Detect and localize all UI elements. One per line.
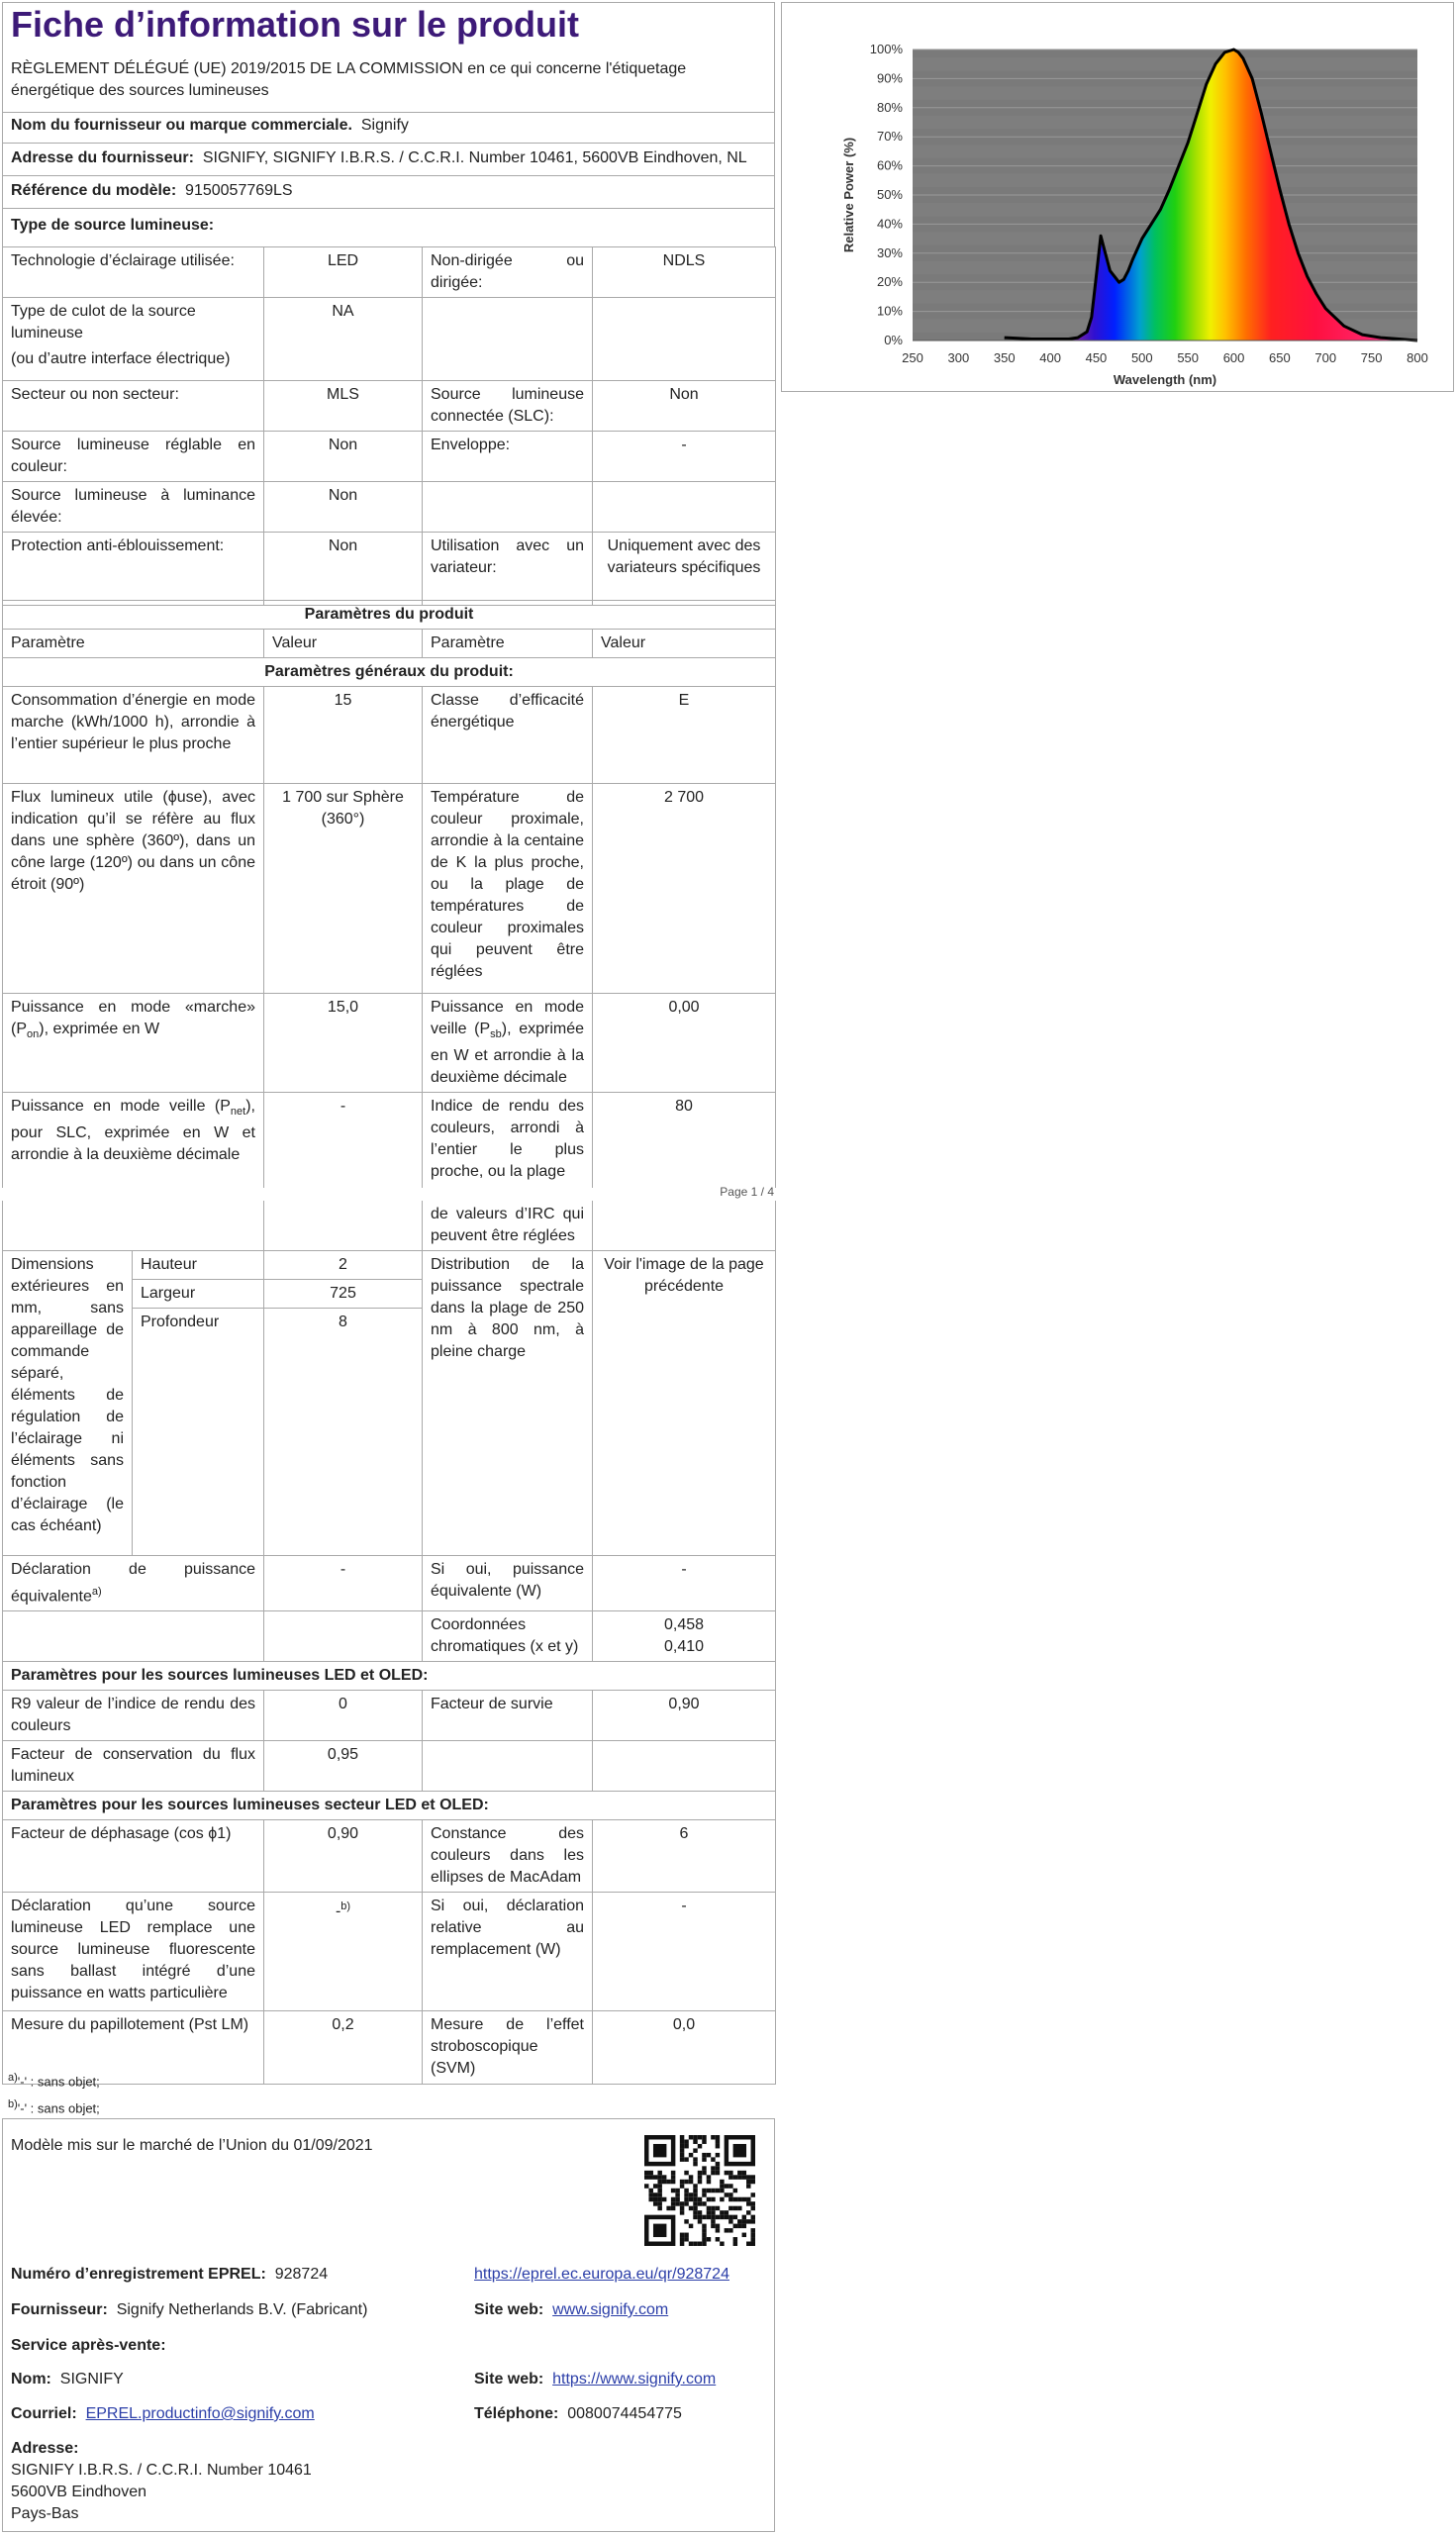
spd-label: Distribution de la puissance spectrale dans la plage de 250 nm à 800 nm, à pleine charge <box>423 1251 593 1556</box>
cap-label <box>3 298 264 381</box>
chromaticity-x: 0,458 <box>663 1616 705 1634</box>
height-label: Hauteur <box>133 1251 264 1280</box>
equiv-power-label: Déclaration de puissance équivalente$^{a)}$ <box>3 1556 264 1611</box>
service-name-value: SIGNIFY <box>59 2371 124 2388</box>
colour-tunable-label: Source lumineuse réglable en couleur: <box>3 432 264 482</box>
x-tick-label: 250 <box>902 350 923 365</box>
mains-label: Secteur ou non secteur: <box>3 381 264 432</box>
cri-value: 80 <box>593 1093 776 1188</box>
empty-cell <box>593 1741 776 1792</box>
supplier-name-row <box>2 112 775 144</box>
x-tick-label: 300 <box>947 350 970 365</box>
address-line: 5600VB Eindhoven <box>11 2484 146 2500</box>
replacement-value: -$^{b)}$ <box>264 1893 423 2011</box>
cap-label-line1: Type de culot de la source lumineuse <box>11 303 196 341</box>
eprel-link-row <box>474 2264 729 2286</box>
cri-label-continued: de valeurs d’IRC qui peuvent être réglées <box>423 1201 593 1251</box>
phone-value: 0080074454775 <box>567 2405 682 2422</box>
address-label: Adresse: <box>11 2440 79 2457</box>
lumen-maintenance-label: Facteur de conservation du flux lumineux <box>3 1741 264 1792</box>
tech-value: LED <box>264 247 423 298</box>
chromaticity-value <box>593 1611 776 1662</box>
pnet-label: Puissance en mode veille $(P_{net})$, pour SLC, exprimée en W et arrondie à la deuxième décimale <box>3 1093 264 1188</box>
model-row <box>2 175 775 209</box>
replacement-watt-label: Si oui, déclaration relative au remplacement (W) <box>423 1893 593 2011</box>
power-factor-label: Facteur de déphasage (cos ϕ1) <box>3 1820 264 1893</box>
y-tick-label: 100% <box>869 42 903 56</box>
flux-value: 1 700 sur Sphère (360°) <box>264 784 423 994</box>
aftersales-heading: Service après-vente: <box>11 2337 166 2354</box>
col-header-value: Valeur <box>264 630 423 658</box>
cri-label: Indice de rendu des couleurs, arrondi à l’entier le plus proche, ou la plage <box>423 1093 593 1188</box>
phone-row <box>474 2403 682 2425</box>
envelope-value: - <box>593 432 776 482</box>
height-value: 2 <box>264 1251 423 1280</box>
col-header-value: Valeur <box>593 630 776 658</box>
supplier-address-label: Adresse du fournisseur: <box>11 149 194 166</box>
stroboscopic-value: 0,0 <box>593 2011 776 2085</box>
empty-cell <box>423 298 593 381</box>
eprel-registration <box>11 2264 328 2286</box>
params-table <box>2 600 776 1188</box>
market-date: Modèle mis sur le marché de l’Union du 01/09/2021 <box>11 2137 373 2154</box>
flux-label: Flux lumineux utile (ϕuse), avec indication qu’il se réfère au flux dans une sphère (360º), dans un cône large (120º) ou dans un cône étroit (90º) <box>3 784 264 994</box>
email-label: Courriel: <box>11 2405 77 2422</box>
page-number: Page 1 / 4 <box>720 1185 774 1199</box>
x-axis-label: Wavelength (nm) <box>1113 372 1217 387</box>
empty-cell <box>3 1201 264 1251</box>
pon-label: Puissance en mode «marche» $(P_{on})$, exprimée en W <box>3 994 264 1093</box>
cct-label: Température de couleur proximale, arrondie à la centaine de K la plus proche, ou la plage de températures de couleur proximales qui peuvent être réglées <box>423 784 593 994</box>
spd-value: Voir l'image de la page précédente <box>593 1251 776 1556</box>
eprel-link[interactable]: https://eprel.ec.europa.eu/qr/928724 <box>474 2266 729 2283</box>
type-heading-row <box>2 208 775 247</box>
replacement-watt-value: - <box>593 1893 776 2011</box>
equiv-power-value: - <box>264 1556 423 1611</box>
empty-cell <box>3 1611 264 1662</box>
supplier-name-label: Nom du fournisseur ou marque commerciale. <box>11 117 352 134</box>
service-website-link[interactable]: https://www.signify.com <box>552 2371 717 2388</box>
dimmer-label: Utilisation avec un variateur: <box>423 533 593 606</box>
energy-label: Consommation d’énergie en mode marche (kWh/1000 h), arrondie à l’entier supérieur le plus proche <box>3 687 264 784</box>
empty-cell <box>593 298 776 381</box>
replacement-label: Déclaration qu’une source lumineuse LED remplace une source lumineuse fluorescente sans ballast intégré d’une puissance en watts particulière <box>3 1893 264 2011</box>
y-tick-label: 10% <box>876 303 903 319</box>
page-title: Fiche d’information sur le produit <box>11 4 580 45</box>
stroboscopic-label: Mesure de l’effet stroboscopique (SVM) <box>423 2011 593 2085</box>
cap-label-line2: (ou d’autre interface électrique) <box>11 350 231 367</box>
mains-led-params-title: Paramètres pour les sources lumineuses secteur LED et OLED: <box>3 1792 776 1820</box>
survival-label: Facteur de survie <box>423 1691 593 1741</box>
plot-band <box>913 86 1417 99</box>
y-tick-label: 90% <box>876 70 903 86</box>
empty-cell <box>593 1201 776 1251</box>
high-luminance-value: Non <box>264 482 423 533</box>
r9-value: 0 <box>264 1691 423 1741</box>
high-luminance-label: Source lumineuse à luminance élevée: <box>3 482 264 533</box>
manufacturer-label: Fournisseur: <box>11 2301 108 2318</box>
dimmer-value: Uniquement avec des variateurs spécifiques <box>593 533 776 606</box>
eprel-registration-value: 928724 <box>274 2266 329 2283</box>
y-tick-label: 80% <box>876 99 903 115</box>
manufacturer-value: Signify Netherlands B.V. (Fabricant) <box>116 2301 368 2318</box>
y-tick-label: 0% <box>884 333 903 347</box>
service-name-row <box>11 2369 124 2390</box>
x-tick-label: 750 <box>1360 350 1383 365</box>
cap-value: NA <box>264 298 423 381</box>
params-table-continued <box>2 1201 776 2085</box>
address-line: SIGNIFY I.B.R.S. / C.C.R.I. Number 10461 <box>11 2462 312 2479</box>
service-website-row <box>474 2369 716 2390</box>
website-link[interactable]: www.signify.com <box>552 2301 669 2318</box>
footnote-a: $^{a)}$'-' : sans objet; <box>8 2072 100 2090</box>
qr-code-icon[interactable] <box>644 2135 755 2246</box>
energy-value: 15 <box>264 687 423 784</box>
plot-band <box>913 174 1417 187</box>
x-tick-label: 400 <box>1039 350 1061 365</box>
header-box <box>2 2 775 113</box>
empty-cell <box>423 1741 593 1792</box>
envelope-label: Enveloppe: <box>423 432 593 482</box>
colour-tunable-value: Non <box>264 432 423 482</box>
y-axis-label: Relative Power (%) <box>841 137 856 253</box>
footnote-b: $^{b)}$'-' : sans objet; <box>8 2098 100 2116</box>
chromaticity-label: Coordonnées chromatiques (x et y) <box>423 1611 593 1662</box>
flicker-label: Mesure du papillotement (Pst LM) <box>3 2011 264 2085</box>
y-tick-label: 60% <box>876 157 903 173</box>
type-table <box>2 246 776 606</box>
email-row <box>11 2403 315 2425</box>
website-label: Site web: <box>474 2301 544 2318</box>
col-header-param: Paramètre <box>423 630 593 658</box>
regulation-text: RÈGLEMENT DÉLÉGUÉ (UE) 2019/2015 DE LA COMMISSION en ce qui concerne l'étiquetage énergétique des sources lumineuses <box>11 60 687 99</box>
mains-value: MLS <box>264 381 423 432</box>
website-row <box>474 2299 668 2321</box>
pnet-value: - <box>264 1093 423 1188</box>
x-tick-label: 650 <box>1269 350 1291 365</box>
psb-label: Puissance en mode veille $(P_{sb})$, exprimée en W et arrondie à la deuxième décimale <box>423 994 593 1093</box>
macadam-label: Constance des couleurs dans les ellipses de MacAdam <box>423 1820 593 1893</box>
x-tick-label: 800 <box>1407 350 1428 365</box>
email-link[interactable]: EPREL.productinfo@signify.com <box>85 2405 315 2422</box>
equiv-watt-label: Si oui, puissance équivalente (W) <box>423 1556 593 1611</box>
eprel-box <box>2 2118 775 2532</box>
chromaticity-y: 0,410 <box>663 1638 705 1656</box>
dimensions-label: Dimensions extérieures en mm, sans appareillage de commande séparé, éléments de régulation de l’éclairage ni éléments sans fonction d’éclairage (le cas échéant) <box>3 1251 133 1556</box>
glare-value: Non <box>264 533 423 606</box>
y-tick-label: 50% <box>876 187 903 202</box>
empty-cell <box>264 1201 423 1251</box>
empty-cell <box>423 482 593 533</box>
pon-value: 15,0 <box>264 994 423 1093</box>
service-website-label: Site web: <box>474 2371 544 2388</box>
direction-label: Non-dirigée ou dirigée: <box>423 247 593 298</box>
y-tick-label: 20% <box>876 274 903 290</box>
slc-label: Source lumineuse connectée (SLC): <box>423 381 593 432</box>
x-tick-label: 450 <box>1085 350 1108 365</box>
spectrum-chart <box>782 3 1453 391</box>
params-section-title: Paramètres du produit <box>3 601 776 630</box>
phone-label: Téléphone: <box>474 2405 559 2422</box>
tech-label: Technologie d’éclairage utilisée: <box>3 247 264 298</box>
empty-cell <box>593 482 776 533</box>
led-params-title: Paramètres pour les sources lumineuses LED et OLED: <box>3 1662 776 1691</box>
x-tick-label: 600 <box>1222 350 1245 365</box>
model-value: 9150057769LS <box>185 182 293 199</box>
plot-band <box>913 57 1417 70</box>
depth-value: 8 <box>264 1309 423 1556</box>
slc-value: Non <box>593 381 776 432</box>
width-label: Largeur <box>133 1280 264 1309</box>
address-line: Pays-Bas <box>11 2505 79 2522</box>
y-tick-label: 30% <box>876 244 903 260</box>
supplier-address-value: SIGNIFY, SIGNIFY I.B.R.S. / C.C.R.I. Number 10461, 5600VB Eindhoven, NL <box>202 149 747 166</box>
col-header-param: Paramètre <box>3 630 264 658</box>
empty-cell <box>264 1611 423 1662</box>
equiv-watt-value: - <box>593 1556 776 1611</box>
service-name-label: Nom: <box>11 2371 51 2388</box>
address-block <box>11 2438 312 2525</box>
depth-label: Profondeur <box>133 1309 264 1556</box>
efficiency-class-label: Classe d’efficacité énergétique <box>423 687 593 784</box>
glare-label: Protection anti-éblouissement: <box>3 533 264 606</box>
flicker-value: 0,2 <box>264 2011 423 2085</box>
model-label: Référence du modèle: <box>11 182 177 199</box>
x-tick-label: 700 <box>1314 350 1337 365</box>
macadam-value: 6 <box>593 1820 776 1893</box>
type-heading: Type de source lumineuse: <box>11 217 215 234</box>
efficiency-class-value: E <box>593 687 776 784</box>
cct-value: 2 700 <box>593 784 776 994</box>
width-value: 725 <box>264 1280 423 1309</box>
x-tick-label: 500 <box>1130 350 1153 365</box>
x-tick-label: 550 <box>1177 350 1200 365</box>
supplier-name-value: Signify <box>360 117 409 134</box>
eprel-registration-label: Numéro d’enregistrement EPREL: <box>11 2266 266 2283</box>
lumen-maintenance-value: 0,95 <box>264 1741 423 1792</box>
plot-band <box>913 116 1417 129</box>
r9-label: R9 valeur de l’indice de rendu des couleurs <box>3 1691 264 1741</box>
general-params-title: Paramètres généraux du produit: <box>3 658 776 687</box>
direction-value: NDLS <box>593 247 776 298</box>
y-tick-label: 70% <box>876 129 903 145</box>
y-tick-label: 40% <box>876 216 903 232</box>
power-factor-value: 0,90 <box>264 1820 423 1893</box>
survival-value: 0,90 <box>593 1691 776 1741</box>
manufacturer-row <box>11 2299 367 2321</box>
x-tick-label: 350 <box>993 350 1016 365</box>
supplier-address-row <box>2 143 775 176</box>
plot-band <box>913 145 1417 157</box>
psb-value: 0,00 <box>593 994 776 1093</box>
spectrum-chart-frame <box>781 2 1454 392</box>
